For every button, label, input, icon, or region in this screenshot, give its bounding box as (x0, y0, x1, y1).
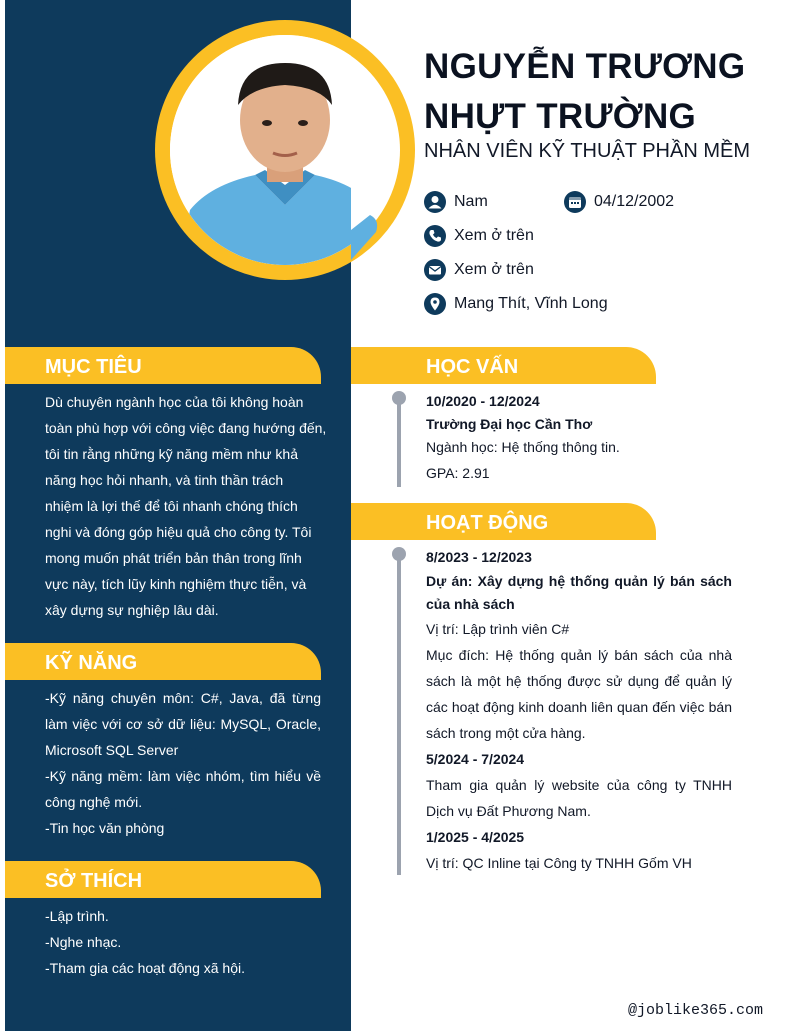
gender-row (424, 191, 488, 213)
activity-purpose: Mục đích: Hệ thống quản lý bán sách của nhà sách là một hệ thống được sử dụng để quản lý các hoạt động kinh doanh liên quan đến việc bán sách trong một cửa hàng. (426, 647, 732, 741)
education-timeline-dot (392, 391, 406, 405)
skills-list (45, 685, 321, 841)
phone-row (424, 225, 534, 247)
education-entry (426, 388, 732, 486)
name-line-2: NHỰT TRƯỜNG (424, 97, 697, 136)
education-timeline (397, 397, 401, 487)
activities-timeline-dot (392, 547, 406, 561)
activity-period: 1/2025 - 4/2025 (426, 829, 525, 845)
education-school: Trường Đại học Cần Thơ (426, 416, 593, 432)
objective-line: nhiệm là lợi thế để tôi nhanh chóng thích (45, 498, 298, 514)
activities-heading: HOẠT ĐỘNG (351, 503, 656, 540)
objective-line: nghi và đóng góp hiệu quả cho công ty. Tôi (45, 524, 312, 540)
name-line-1: NGUYỄN TRƯƠNG (424, 47, 746, 86)
skill-item: -Kỹ năng mềm: làm việc nhóm, tìm hiểu về công nghệ mới. (45, 768, 321, 810)
user-icon (424, 191, 446, 213)
activities-timeline (397, 553, 401, 875)
objective-line: toàn phù hợp với công việc đang hướng đến, (45, 420, 327, 436)
phone-value: Xem ở trên (454, 227, 534, 244)
activity-period: 8/2023 - 12/2023 (426, 549, 532, 565)
hobbies-list (45, 903, 321, 981)
address-value: Mang Thít, Vĩnh Long (454, 295, 608, 312)
skills-heading: KỸ NĂNG (5, 643, 321, 680)
birthday-row (564, 191, 674, 213)
hobby-item: -Tham gia các hoạt động xã hội. (45, 960, 246, 976)
objective-line: xây dựng sự nghiệp lâu dài. (45, 602, 219, 618)
full-name (424, 42, 784, 142)
calendar-icon (564, 191, 586, 213)
avatar-ring-edge (351, 15, 421, 290)
hobby-item: -Lập trình. (45, 908, 109, 924)
education-gpa: GPA: 2.91 (426, 465, 490, 481)
objective-line: vực này, tích lũy kinh nghiệm thực tiễn, và (45, 576, 307, 592)
objective-line: Dù chuyên ngành học của tôi không hoàn (45, 394, 304, 410)
education-period: 10/2020 - 12/2024 (426, 393, 540, 409)
objective-line: năng học hỏi nhanh, và tinh thần trách (45, 472, 284, 488)
skill-item: -Tin học văn phòng (45, 820, 165, 836)
location-icon (424, 293, 446, 315)
skill-item: -Kỹ năng chuyên môn: C#, Java, đã từng làm việc với cơ sở dữ liệu: MySQL, Oracle, Microsoft SQL Server (45, 690, 321, 758)
objective-line: mong muốn phát triển bản thân trong lĩnh (45, 550, 302, 566)
activities-list (426, 544, 732, 876)
address-row (424, 293, 608, 315)
gender-value: Nam (454, 193, 488, 210)
phone-icon (424, 225, 446, 247)
objective-line: tôi tin rằng những kỹ năng mềm như khả (45, 446, 298, 462)
hobbies-heading: SỞ THÍCH (5, 861, 321, 898)
objective-heading: MỤC TIÊU (5, 347, 321, 384)
activity-desc: Tham gia quản lý website của công ty TNHH Dịch vụ Đất Phương Nam. (426, 777, 732, 819)
objective-text (45, 389, 330, 623)
activity-desc: Vị trí: QC Inline tại Công ty TNHH Gốm VH (426, 855, 692, 871)
watermark[interactable]: @joblike365.com (627, 1002, 763, 1019)
education-heading: HỌC VẤN (351, 347, 656, 384)
email-row (424, 259, 534, 281)
job-title: NHÂN VIÊN KỸ THUẬT PHẦN MỀM (424, 140, 750, 162)
education-major: Ngành học: Hệ thống thông tin. (426, 439, 620, 455)
email-value: Xem ở trên (454, 261, 534, 278)
activity-project: Dự án: Xây dựng hệ thống quản lý bán sách của nhà sách (426, 573, 732, 612)
birthday-value: 04/12/2002 (594, 193, 675, 210)
activity-period: 5/2024 - 7/2024 (426, 751, 525, 767)
hobby-item: -Nghe nhạc. (45, 934, 122, 950)
activity-role: Vị trí: Lập trình viên C# (426, 621, 570, 637)
email-icon (424, 259, 446, 281)
